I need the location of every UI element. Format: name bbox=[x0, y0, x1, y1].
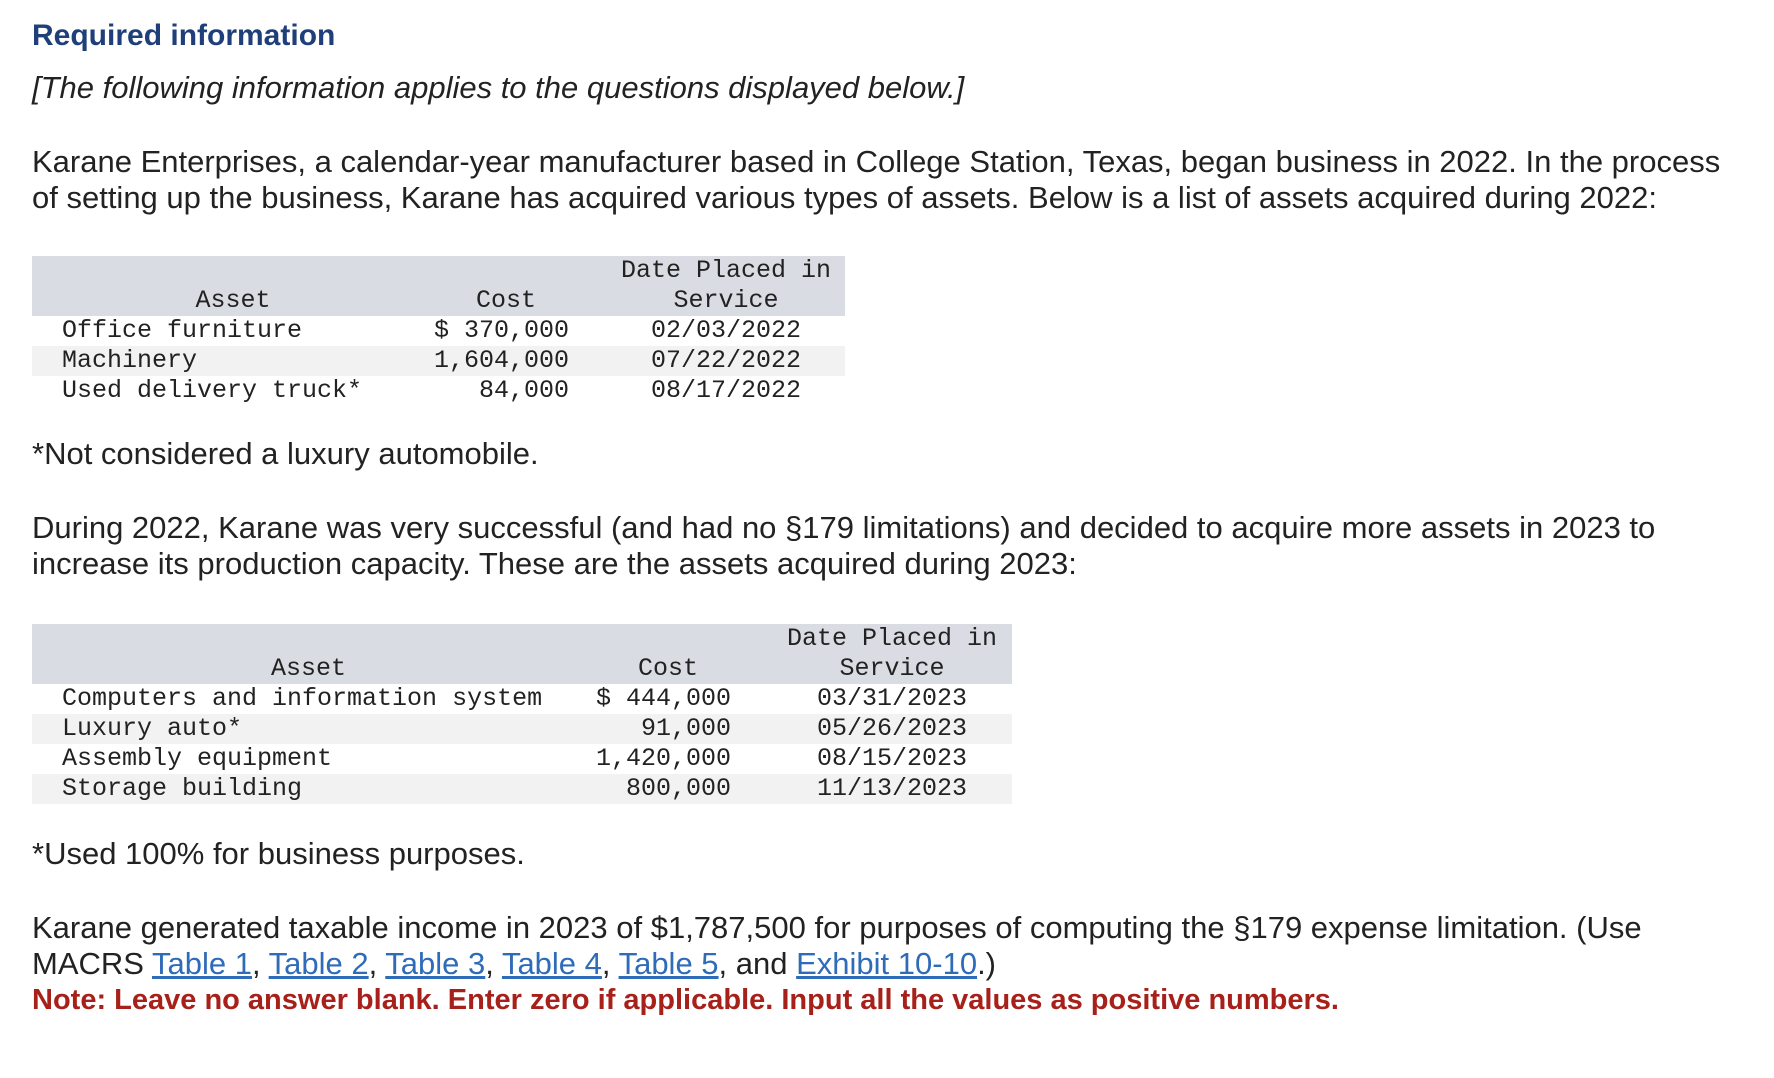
asset-name: Computers and information system bbox=[62, 684, 543, 713]
asset-cost: $ 444,000 bbox=[595, 684, 731, 713]
table-header-row bbox=[32, 256, 845, 316]
asset-header: Asset bbox=[32, 256, 434, 316]
cost-header: Cost bbox=[434, 256, 569, 316]
income-text: Karane generated taxable income in 2023 of $1,787,500 for purposes of computing the §179 expense limitation. (Use MACRS bbox=[32, 910, 1642, 981]
asset-date: 08/17/2022 bbox=[651, 376, 802, 405]
asset-name: Machinery bbox=[32, 346, 434, 376]
table-row bbox=[32, 684, 1012, 714]
table-2-link[interactable]: Table 2 bbox=[268, 946, 369, 981]
table-row bbox=[32, 714, 1012, 744]
table-3-link[interactable]: Table 3 bbox=[385, 946, 486, 981]
asset-date: 05/26/2023 bbox=[772, 714, 1012, 744]
cost-header: Cost bbox=[585, 624, 731, 684]
date-placed-header: Date Placed in Service bbox=[607, 256, 845, 316]
asset-date: 02/03/2022 bbox=[651, 316, 802, 345]
asset-cost: 800,000 bbox=[585, 774, 731, 804]
asset-cost: 84,000 bbox=[479, 376, 570, 405]
assets-2022-table bbox=[32, 256, 845, 406]
asset-date: 07/22/2022 bbox=[607, 346, 845, 376]
table-row bbox=[32, 774, 1012, 804]
asset-date: 08/15/2023 bbox=[816, 744, 968, 773]
asset-date: 11/13/2023 bbox=[772, 774, 1012, 804]
paragraph-2022: Karane Enterprises, a calendar-year manufacturer based in College Station, Texas, began business in 2022. In the process of setting up the business, Karane has acquired various types of assets. Below is a list of assets acquired during 2022: bbox=[32, 144, 1721, 215]
table-row bbox=[32, 316, 845, 346]
date-placed-header: Date Placed in Service bbox=[772, 624, 1012, 684]
table-row bbox=[32, 346, 845, 376]
paragraph-2023: During 2022, Karane was very successful (and had no §179 limitations) and decided to acquire more assets in 2023 to increase its production capacity. These are the assets acquired during 2023: bbox=[32, 510, 1656, 581]
required-information-panel bbox=[32, 14, 1752, 1018]
table-row bbox=[32, 744, 1012, 774]
table-1-link[interactable]: Table 1 bbox=[152, 946, 252, 981]
assets-2023-table bbox=[32, 624, 1012, 804]
intro-text: [The following information applies to the questions displayed below.] bbox=[32, 70, 965, 105]
table-row bbox=[32, 376, 845, 406]
asset-cost: 1,420,000 bbox=[595, 744, 731, 773]
asset-name: Office furniture bbox=[62, 316, 303, 345]
table-4-link[interactable]: Table 4 bbox=[501, 946, 602, 981]
paragraph-income: Karane generated taxable income in 2023 of $1,787,500 for purposes of computing the §179 expense limitation. (Use MACRS Table 1, Table 2, Table 3, Table 4, Table 5, and Exhibit 10-10.) bbox=[32, 910, 1642, 981]
section-title: Required information bbox=[32, 19, 336, 52]
asset-cost: 1,604,000 bbox=[434, 346, 570, 375]
footnote-2023: *Used 100% for business purposes. bbox=[32, 836, 525, 871]
asset-name: Assembly equipment bbox=[62, 744, 333, 773]
asset-date: 03/31/2023 bbox=[816, 684, 968, 713]
table-5-link[interactable]: Table 5 bbox=[618, 946, 719, 981]
table-header-row bbox=[32, 624, 1012, 684]
asset-cost: $ 370,000 bbox=[434, 316, 570, 345]
note-text: Note: Leave no answer blank. Enter zero if applicable. Input all the values as positive numbers. bbox=[32, 984, 1339, 1016]
asset-name: Luxury auto* bbox=[32, 714, 585, 744]
asset-header: Asset bbox=[32, 624, 585, 684]
asset-name: Used delivery truck* bbox=[62, 376, 363, 405]
footnote-2022: *Not considered a luxury automobile. bbox=[32, 436, 539, 471]
exhibit-10-10-link[interactable]: Exhibit 10-10 bbox=[796, 946, 978, 981]
asset-name: Storage building bbox=[32, 774, 585, 804]
asset-cost: 91,000 bbox=[585, 714, 731, 744]
